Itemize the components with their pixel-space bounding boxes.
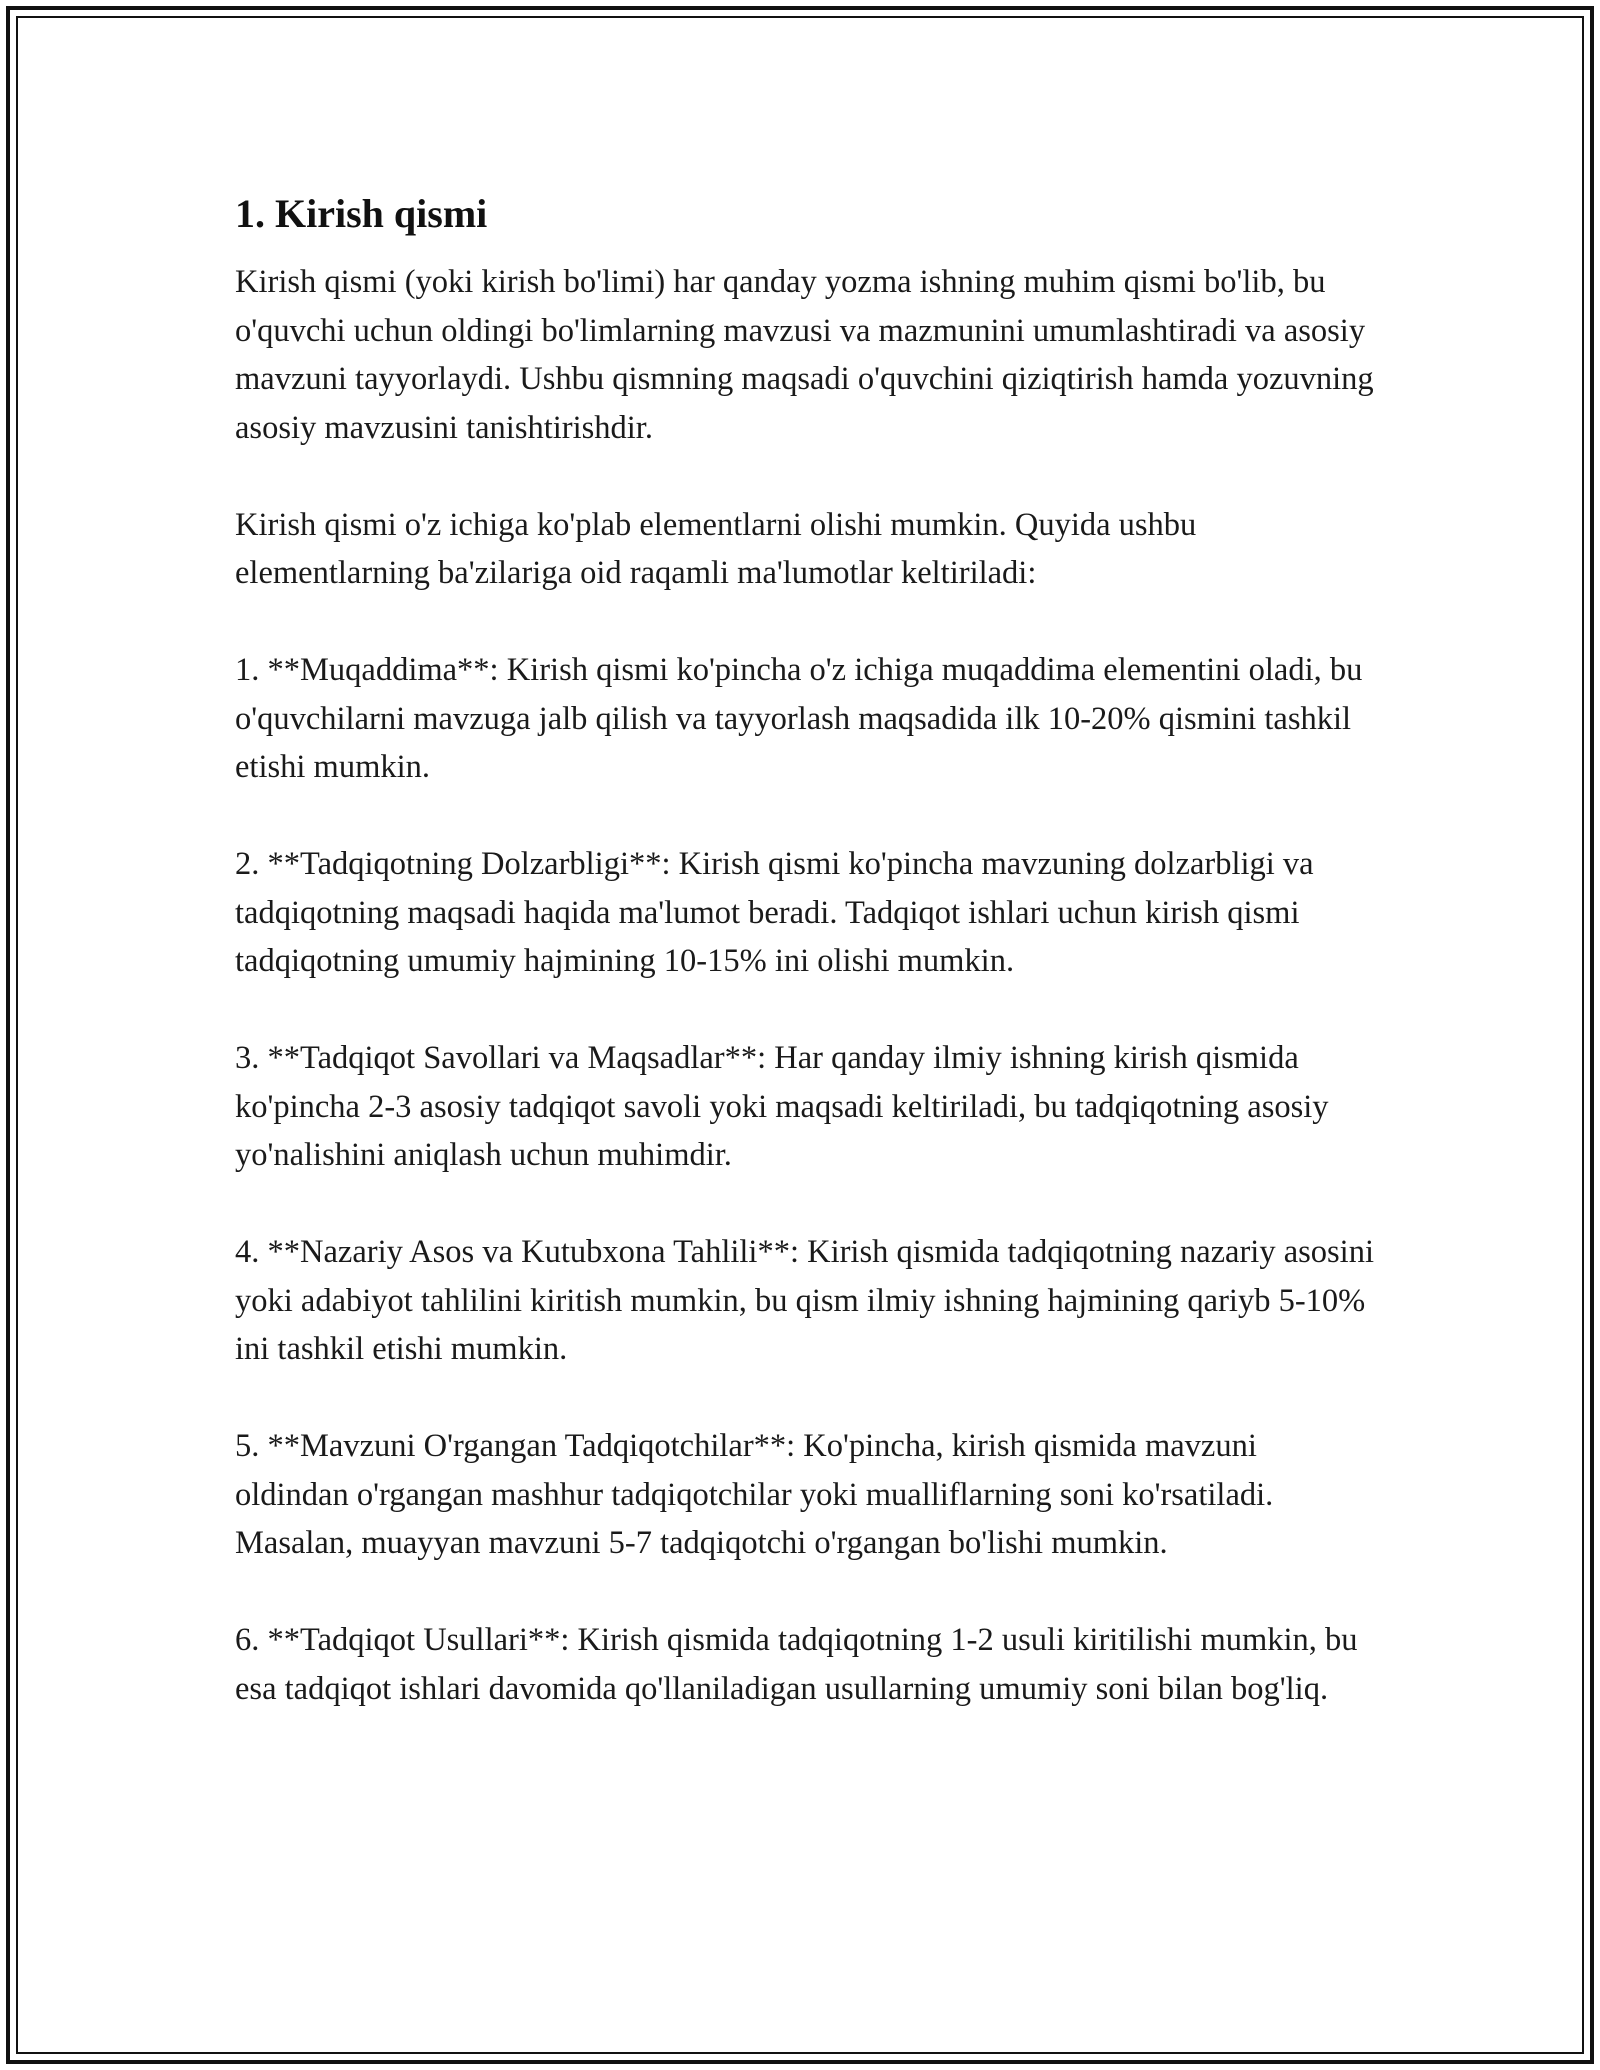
- list-item-savollari: 3. **Tadqiqot Savollari va Maqsadlar**: Har qanday ilmiy ishning kirish qismida ko'pincha 2-3 asosiy tadqiqot savoli yoki maqsadi keltiriladi, bu tadqiqotning asosiy yo'nalishini aniqlash uchun muhimdir.: [235, 1040, 1329, 1173]
- section-heading: 1. Kirish qismi: [235, 191, 488, 236]
- list-item-nazariy-asos: 4. **Nazariy Asos va Kutubxona Tahlili**: Kirish qismida tadqiqotning nazariy asosini yoki adabiyot tahlilini kiritish mumkin, bu qism ilmiy ishning hajmining qariyb 5-10% ini tashkil etishi mumkin.: [235, 1234, 1374, 1367]
- elements-intro-paragraph: Kirish qismi o'z ichiga ko'plab elementlarni olishi mumkin. Quyida ushbu elementlarning ba'zilariga oid raqamli ma'lumotlar keltiriladi:: [235, 506, 1197, 591]
- document-body: [235, 186, 1375, 1762]
- list-item-muqaddima: 1. **Muqaddima**: Kirish qismi ko'pincha o'z ichiga muqaddima elementini oladi, bu o'quvchilarni mavzuga jalb qilish va tayyorlash maqsadida ilk 10-20% qismini tashkil etishi mumkin.: [235, 652, 1363, 785]
- list-item-tadqiqotchilar: 5. **Mavzuni O'rgangan Tadqiqotchilar**: Ko'pincha, kirish qismida mavzuni oldindan o'rgangan mashhur tadqiqotchilar yoki mualliflarning soni ko'rsatiladi. Masalan, muayyan mavzuni 5-7 tadqiqotchi o'rgangan bo'lishi mumkin.: [235, 1428, 1274, 1561]
- intro-paragraph: Kirish qismi (yoki kirish bo'limi) har qanday yozma ishning muhim qismi bo'lib, bu o'quvchi uchun oldingi bo'limlarning mavzusi va mazmunini umumlashtiradi va asosiy mavzuni tayyorlaydi. Ushbu qismning maqsadi o'quvchini qiziqtirish hamda yozuvning asosiy mavzusini tanishtirishdir.: [235, 264, 1374, 446]
- list-item-usullari: 6. **Tadqiqot Usullari**: Kirish qismida tadqiqotning 1-2 usuli kiritilishi mumkin, bu esa tadqiqot ishlari davomida qo'llaniladigan usullarning umumiy soni bilan bog'liq.: [235, 1622, 1358, 1707]
- list-item-dolzarbligi: 2. **Tadqiqotning Dolzarbligi**: Kirish qismi ko'pincha mavzuning dolzarbligi va tadqiqotning maqsadi haqida ma'lumot beradi. Tadqiqot ishlari uchun kirish qismi tadqiqotning umumiy hajmining 10-15% ini olishi mumkin.: [235, 846, 1314, 979]
